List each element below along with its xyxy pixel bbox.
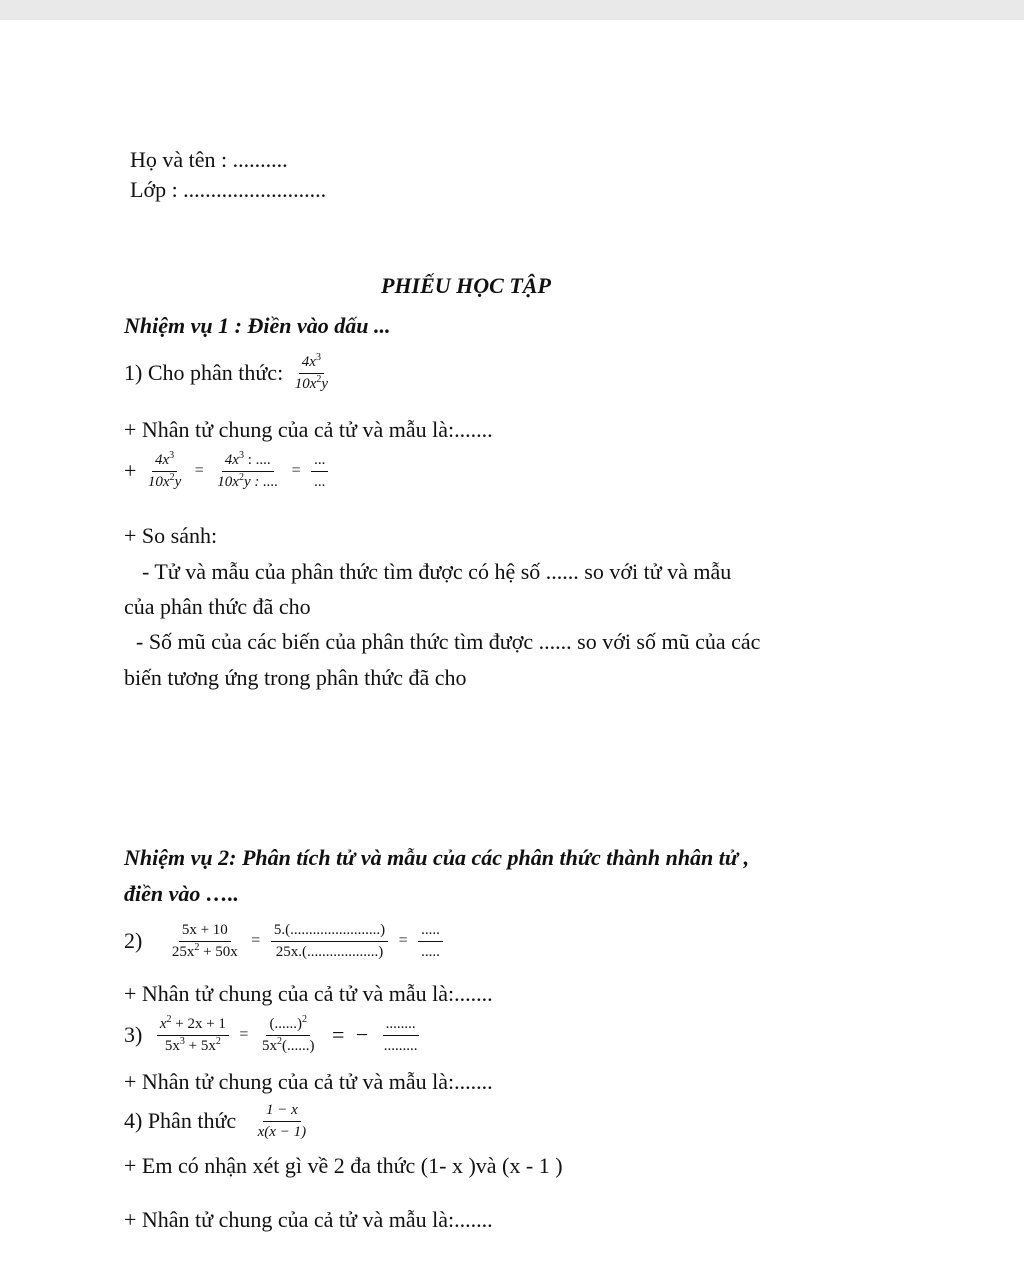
q1-label: 1) Cho phân thức: [124, 360, 284, 385]
class-line: Lớp : .......................... [130, 177, 327, 202]
compare-2a: - Số mũ của các biến của phân thức tìm được ...... so với số mũ của các [136, 629, 761, 654]
q4-fraction: $\frac{1 - x}{x(x - 1)}$ [257, 1102, 307, 1140]
name-line: Họ và tên : .......... [130, 147, 288, 172]
task2-heading-a: Nhiệm vụ 2: Phân tích tử và mẫu của các phân thức thành nhân tử , [124, 845, 750, 870]
q4-common-factor: + Nhân tử chung của cả tử và mẫu là:....... [124, 1207, 493, 1232]
page-title: PHIẾU HỌC TẬP [381, 273, 551, 298]
q3-fraction-1: $\frac{x^2 + 2x + 1}{5x^3 + 5x^2}$ [157, 1016, 229, 1054]
q4-remark: + Em có nhận xét gì về 2 đa thức (1- x )và (x - 1 ) [124, 1153, 563, 1178]
task2-heading-b: điền vào ….. [124, 881, 239, 906]
q4-label: 4) Phân thức [124, 1108, 237, 1133]
minus-sign: − [355, 1022, 369, 1047]
q2-fraction-1: $\frac{5x + 10}{25x^2 + 50x}$ [171, 922, 238, 960]
q3-fraction-3: $\frac{........}{.........}$ [383, 1016, 418, 1054]
compare-1b: của phân thức đã cho [124, 594, 311, 619]
eq-fraction-1: $\frac{4x^3}{10x^2y}$ [147, 450, 182, 490]
compare-label: + So sánh: [124, 523, 218, 548]
q3-fraction-2: $\frac{(......)^2}{5x^2(......)}$ [261, 1014, 315, 1054]
eq-fraction-3: $\frac{...}{...}$ [311, 452, 328, 490]
q2-fraction-2: $\frac{5.(........................)}{25x.(...................)}$ [271, 922, 388, 960]
compare-1a: - Tử và mẫu của phân thức tìm được có hệ số ...... so với tử và mẫu [142, 559, 732, 584]
task1-q1 [124, 354, 334, 392]
q2-fraction-3: $\frac{.....}{.....}$ [418, 922, 443, 960]
plus-sign: + [124, 458, 137, 483]
q2-label: 2) [124, 928, 143, 953]
task1-equation: + $\frac{4x^3}{10x^2y}$ = $\frac{4x^3 : ....}{10x^2y : ....}$ = $\frac{...}{...}$ [124, 452, 331, 490]
task2-q2: 2) $\frac{5x + 10}{25x^2 + 50x}$ = $\frac{5.(........................)}{25x.(...................)}$ = $\frac{.....}{.....}$ [124, 922, 446, 960]
task2-q4 [124, 1102, 312, 1140]
q3-label: 3) [124, 1022, 143, 1047]
compare-2b: biến tương ứng trong phân thức đã cho [124, 665, 467, 690]
q1-fraction: $\frac{4x^3}{10x^2y}$ [294, 352, 329, 392]
top-bar [0, 0, 1024, 20]
task2-q3: 3) $\frac{x^2 + 2x + 1}{5x^3 + 5x^2}$ = $\frac{(......)^2}{5x^2(......)}$ = − $\frac{........}{.........}$ [124, 1016, 424, 1054]
q3-common-factor: + Nhân tử chung của cả tử và mẫu là:....... [124, 1069, 493, 1094]
task1-common-factor: + Nhân tử chung của cả tử và mẫu là:....... [124, 417, 493, 442]
q2-common-factor: + Nhân tử chung của cả tử và mẫu là:....... [124, 981, 493, 1006]
eq-fraction-2: $\frac{4x^3 : ....}{10x^2y : ....}$ [217, 450, 279, 490]
task1-heading: Nhiệm vụ 1 : Điền vào dấu ... [124, 313, 391, 338]
